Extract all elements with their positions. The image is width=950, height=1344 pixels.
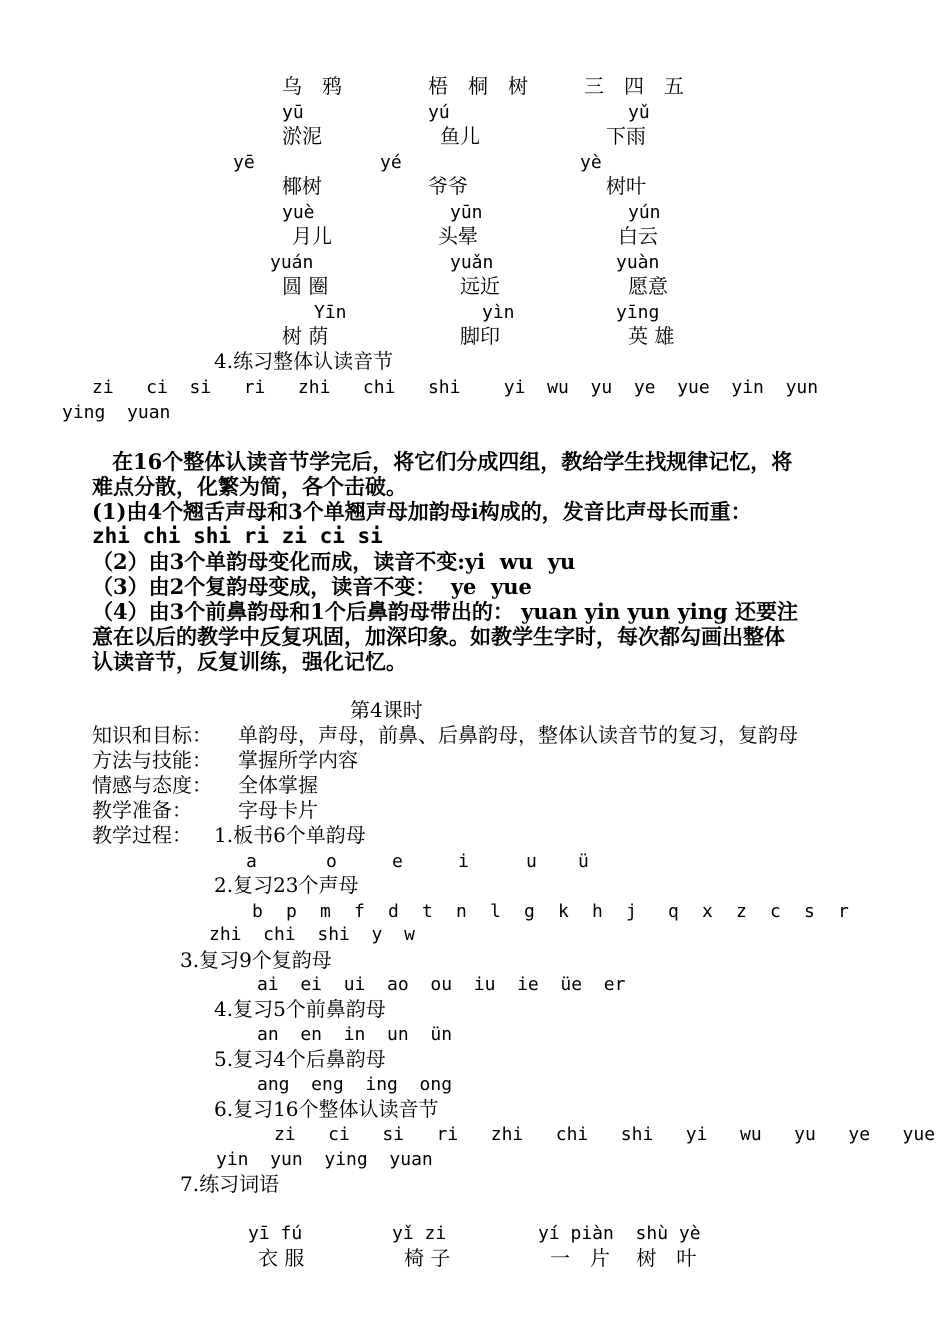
step-7-word: 椅 子	[404, 1246, 451, 1270]
step-2: 2.复习23个声母	[214, 873, 359, 897]
step-7-pinyin: yí piàn shù yè	[538, 1223, 701, 1244]
initial-item: x	[702, 901, 713, 922]
initial-item: m	[320, 901, 331, 922]
final-item: u	[526, 851, 537, 872]
step-6-items-line2: yin yun ying yuan	[216, 1149, 433, 1170]
notes-group-2: （2）由3个单韵母变化而成，读音不变:yi wu yu	[92, 549, 576, 574]
lesson-title: 第4课时	[350, 698, 423, 722]
initial-item: c	[770, 901, 781, 922]
vocab-word: 愿意	[628, 274, 668, 298]
initial-item: j	[626, 901, 637, 922]
notes-intro: 在16个整体认读音节学完后，将它们分成四组，教给学生找规律记忆，将	[112, 449, 793, 474]
vocab-word: 树叶	[606, 174, 646, 198]
final-item: ü	[578, 851, 589, 872]
vocab-pinyin: yún	[628, 202, 661, 223]
notes-group-3: （3）由2个复韵母变成，读音不变： ye yue	[92, 574, 532, 599]
initial-item: d	[388, 901, 399, 922]
final-item: e	[392, 851, 403, 872]
prep-label: 教学准备：	[92, 798, 192, 822]
vocab-pinyin: yuán	[270, 252, 314, 273]
method-label: 方法与技能：	[92, 748, 212, 772]
initial-item: h	[592, 901, 603, 922]
notes-group-4: 意在以后的教学中反复巩固，加深印象。如教学生字时，每次都勾画出整体	[92, 624, 785, 649]
initial-item: k	[558, 901, 569, 922]
step-5-items: ang eng ing ong	[257, 1074, 453, 1095]
step-3: 3.复习9个复韵母	[180, 948, 332, 972]
objective-label: 知识和目标：	[92, 723, 212, 747]
initial-item: p	[286, 901, 297, 922]
vocab-word: 脚印	[460, 324, 500, 348]
vocab-word: 远近	[460, 274, 500, 298]
step-7-word: 衣 服	[258, 1246, 305, 1270]
step-4: 4.复习5个前鼻韵母	[214, 997, 386, 1021]
vocab-word: 淤泥	[282, 124, 322, 148]
step-3-items: ai ei ui ao ou iu ie üe er	[257, 974, 626, 995]
vocab-word: 头晕	[438, 224, 478, 248]
initial-item: b	[252, 901, 263, 922]
vocab-word: 月儿	[292, 224, 332, 248]
vocab-pinyin: yuǎn	[450, 252, 494, 273]
step-5: 5.复习4个后鼻韵母	[214, 1047, 386, 1071]
vocab-pinyin: Yīn	[314, 302, 347, 323]
step-2-initials	[252, 901, 858, 922]
initial-item: q	[668, 901, 679, 922]
initial-item: l	[490, 901, 501, 922]
initial-item: t	[422, 901, 433, 922]
notes-intro: 难点分散，化繁为简，各个击破。	[92, 474, 407, 499]
step-4-items: an en in un ün	[257, 1024, 453, 1045]
step-6-items: zi ci si ri zhi chi shi yi wu yu ye yue	[274, 1124, 936, 1145]
process-label: 教学过程：	[92, 823, 192, 847]
initial-item: n	[456, 901, 467, 922]
method-text: 掌握所学内容	[238, 748, 358, 772]
notes-group-1: (1)由4个翘舌声母和3个单翘声母加韵母i构成的，发音比声母长而重：	[92, 499, 752, 524]
vocab-word: 梧 桐 树	[428, 74, 528, 98]
vocab-pinyin: yǔ	[628, 102, 650, 123]
objective-text: 单韵母，声母，前鼻、后鼻韵母，整体认读音节的复习，复韵母	[238, 723, 798, 747]
vocab-pinyin: yé	[380, 152, 402, 173]
emotion-label: 情感与态度：	[92, 773, 212, 797]
prep-text: 字母卡片	[238, 798, 318, 822]
initial-item: s	[804, 901, 815, 922]
initial-item: g	[524, 901, 535, 922]
step-7-pinyin: yǐ zi	[392, 1223, 447, 1244]
step-7: 7.练习词语	[180, 1172, 280, 1196]
vocab-pinyin: yú	[428, 102, 450, 123]
vocab-word: 白云	[618, 224, 658, 248]
notes-group-4: 认读音节，反复训练，强化记忆。	[92, 649, 407, 674]
final-item: i	[458, 851, 469, 872]
step-6: 6.复习16个整体认读音节	[214, 1097, 439, 1121]
step-1: 1.板书6个单韵母	[214, 823, 366, 847]
initial-item: r	[838, 901, 849, 922]
vocab-word: 三 四 五	[584, 74, 684, 98]
vocab-pinyin: yē	[233, 152, 255, 173]
vocab-pinyin: yū	[282, 102, 304, 123]
practice-syllables: zi ci si ri zhi chi shi yi wu yu ye yue yin yun	[92, 377, 819, 398]
step-1-finals	[246, 851, 598, 872]
vocab-word: 英 雄	[628, 324, 675, 348]
step-2-initials-line2: zhi chi shi y w	[209, 924, 415, 945]
initial-item: f	[354, 901, 365, 922]
vocab-word: 椰树	[282, 174, 322, 198]
step-7-word: 一 片 树 叶	[550, 1246, 697, 1270]
final-item: o	[326, 851, 337, 872]
practice-syllables: ying yuan	[62, 402, 171, 423]
vocab-word: 鱼儿	[440, 124, 480, 148]
vocab-pinyin: yìn	[482, 302, 515, 323]
initial-item: z	[736, 901, 747, 922]
final-item: a	[246, 851, 257, 872]
vocab-word: 下雨	[606, 124, 646, 148]
vocab-word: 乌 鸦	[282, 74, 342, 98]
step-7-pinyin: yī fú	[248, 1223, 303, 1244]
emotion-text: 全体掌握	[238, 773, 318, 797]
vocab-pinyin: yīng	[616, 302, 660, 323]
practice-heading: 4.练习整体认读音节	[214, 349, 394, 373]
vocab-word: 圆 圈	[282, 274, 329, 298]
vocab-pinyin: yuè	[282, 202, 315, 223]
vocab-word: 树 荫	[282, 324, 329, 348]
notes-group-4: （4）由3个前鼻韵母和1个后鼻韵母带出的： yuan yin yun ying 还要注	[92, 599, 799, 624]
vocab-pinyin: yūn	[450, 202, 483, 223]
vocab-word: 爷爷	[428, 174, 468, 198]
notes-group-1-syllables: zhi chi shi ri zi ci si	[92, 524, 383, 548]
vocab-pinyin: yè	[580, 152, 602, 173]
vocab-pinyin: yuàn	[616, 252, 660, 273]
